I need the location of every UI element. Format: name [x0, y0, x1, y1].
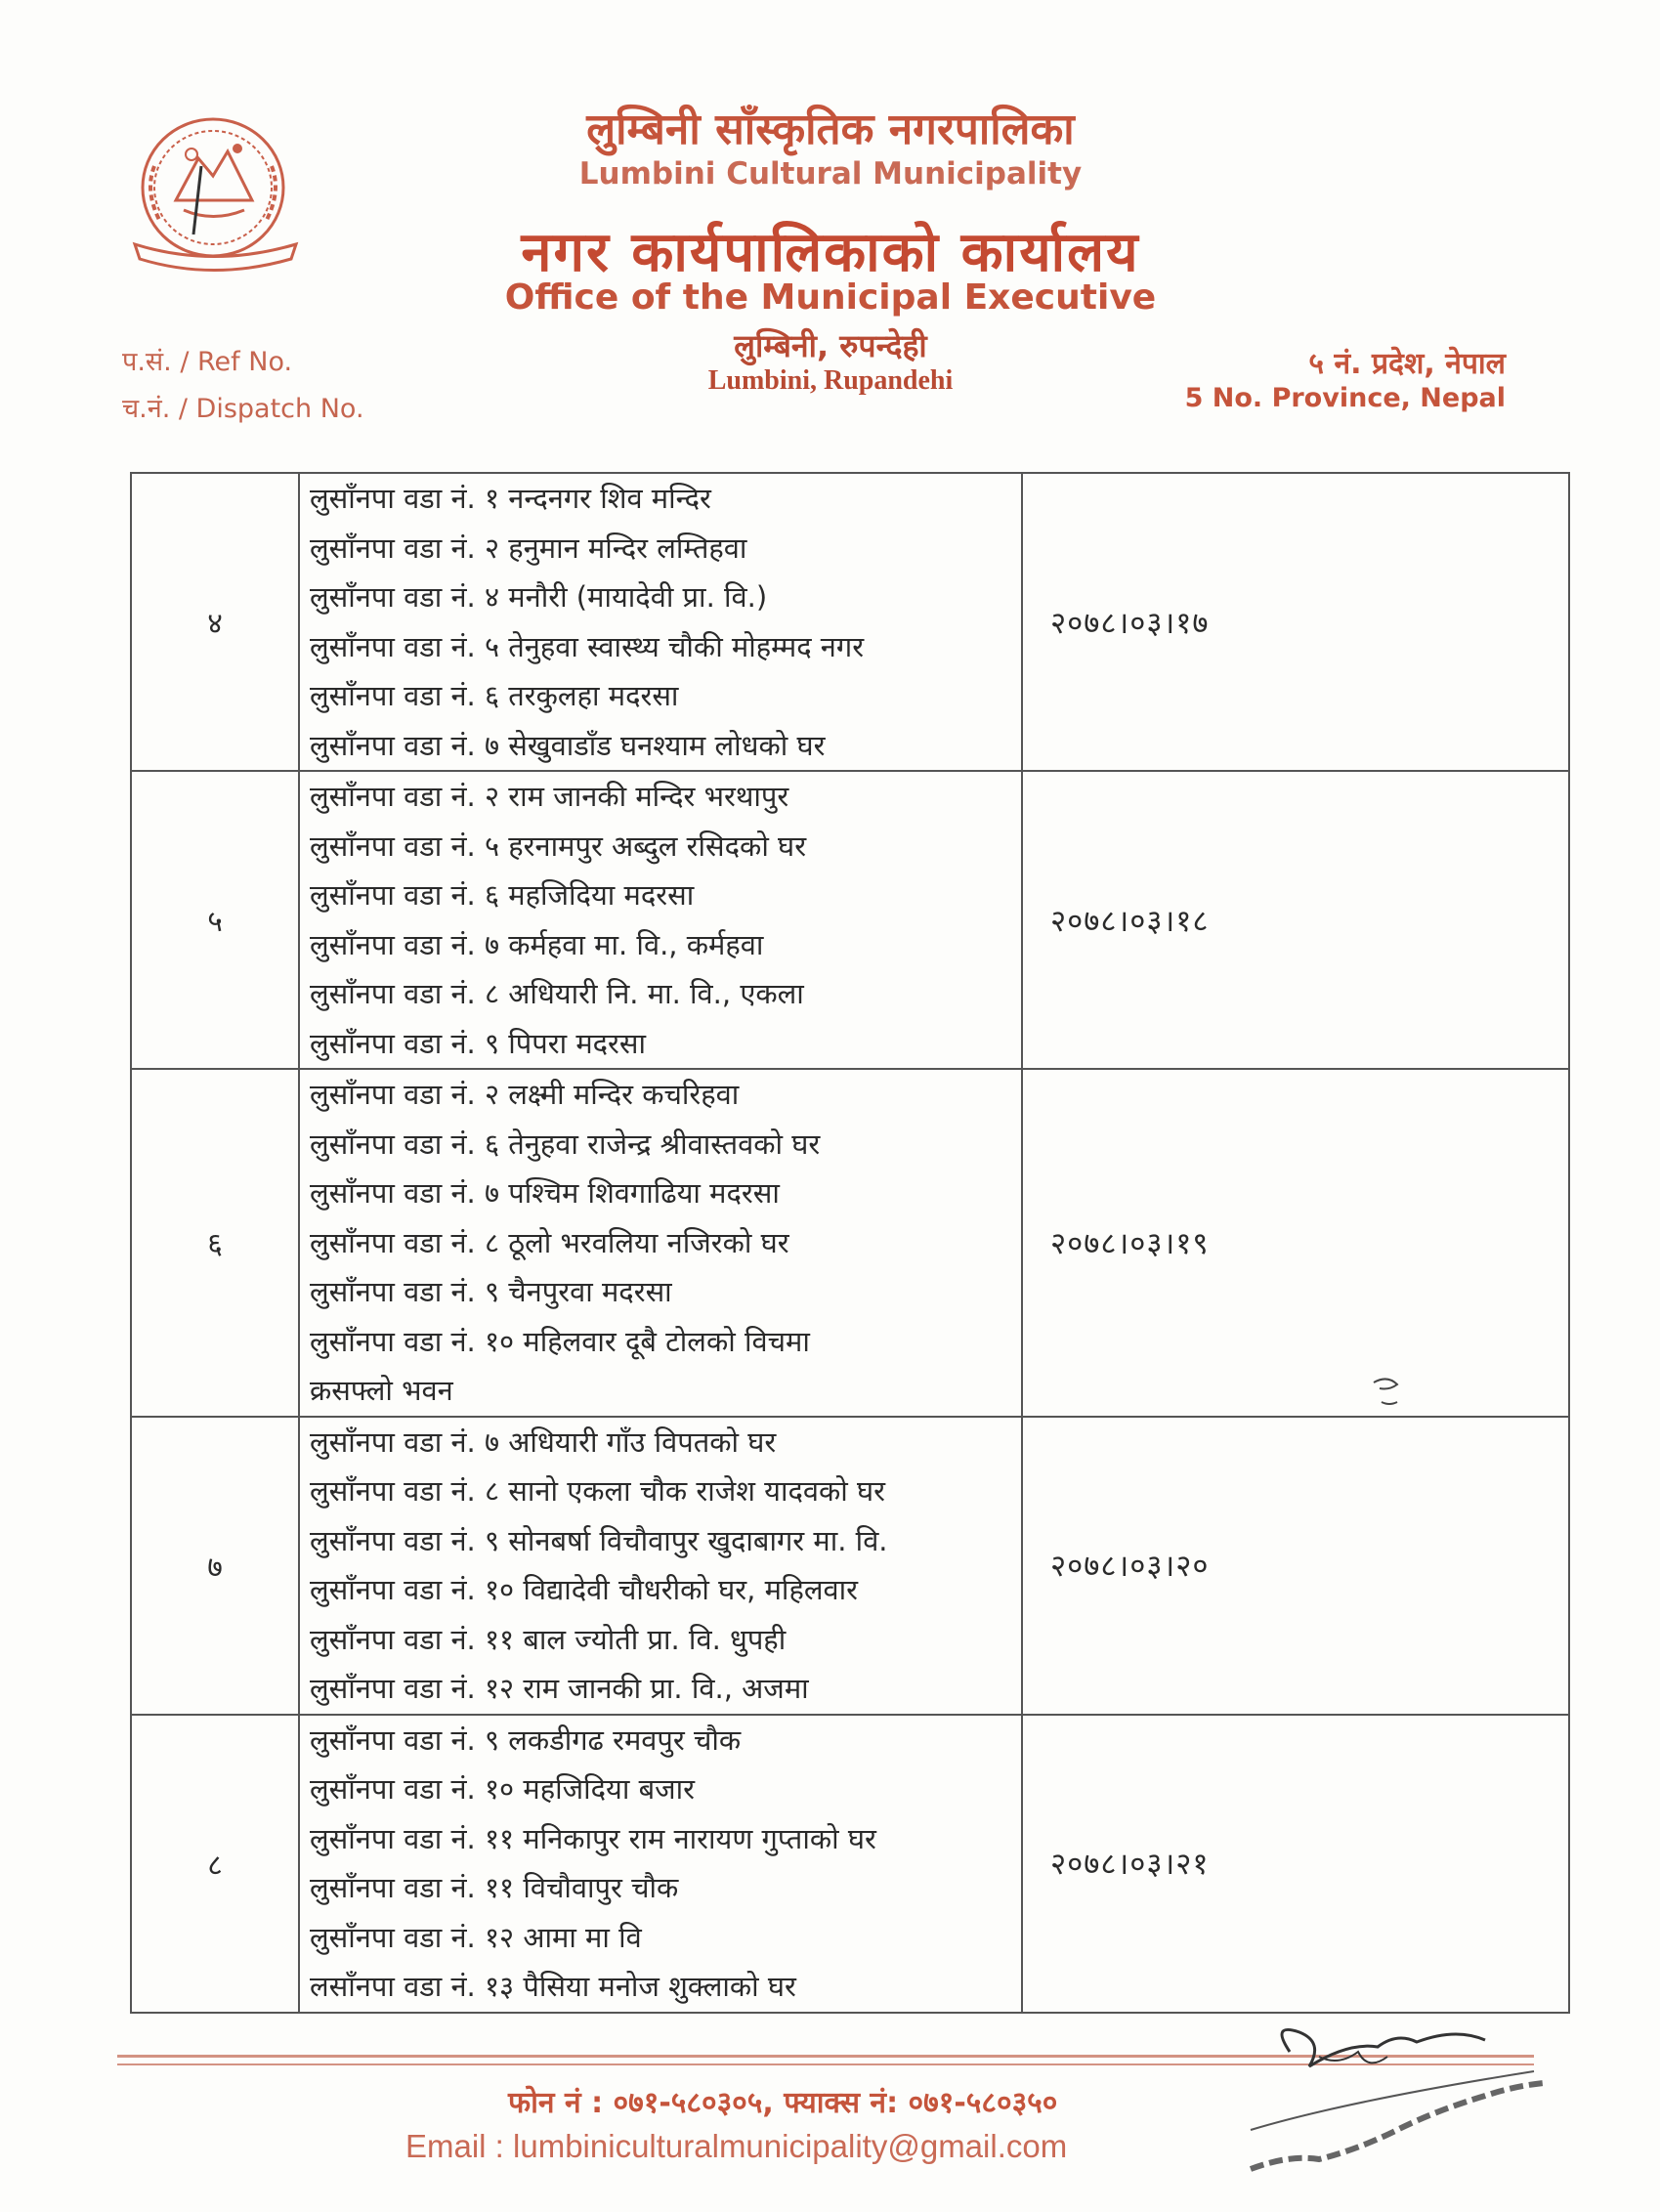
- municipality-name-en: Lumbini Cultural Municipality: [578, 156, 1083, 191]
- location-item: लुसाँनपा वडा नं. १२ राम जानकी प्रा. वि., अजमा: [310, 1672, 809, 1705]
- location-item: लुसाँनपा वडा नं. ४ मनौरी (मायादेवी प्रा. वि.): [310, 580, 768, 614]
- location-item: क्रसफ्लो भवन: [310, 1374, 453, 1407]
- locations-cell: [299, 1417, 1022, 1715]
- locations-cell: [299, 1715, 1022, 2013]
- ref-no-label: प.सं. / Ref No.: [122, 347, 293, 377]
- schedule-table: [130, 472, 1570, 2014]
- location-item: लुसाँनपा वडा नं. ९ सोनबर्षा विचौवापुर खुदाबागर मा. वि.: [310, 1523, 888, 1557]
- row-number: ४: [131, 473, 299, 771]
- date-cell: २०७८।०३।१७: [1022, 473, 1569, 771]
- location-item: लुसाँनपा वडा नं. २ लक्ष्मी मन्दिर कचरिहवा: [310, 1078, 740, 1111]
- location-item: लुसाँनपा वडा नं. ५ हरनामपुर अब्दुल रसिदको घर: [310, 829, 807, 863]
- footer-phone: फोन नं : ०७१-५८०३०५, फ्याक्स नं: ०७१-५८०३५०: [508, 2086, 1058, 2120]
- date-cell: २०७८।०३।१८: [1022, 771, 1569, 1069]
- table-row: [131, 1417, 1569, 1715]
- location-item: लुसाँनपा वडा नं. २ राम जानकी मन्दिर भरथापुर: [310, 780, 789, 813]
- location-item: लुसाँनपा वडा नं. ११ विचौवापुर चौक: [310, 1871, 679, 1904]
- location-item: लुसाँनपा वडा नं. ६ तेनुहवा राजेन्द्र श्रीवास्तवको घर: [310, 1127, 821, 1161]
- footer-email: Email : lumbiniculturalmunicipality@gmail.com: [405, 2128, 1068, 2164]
- location-item: लुसाँनपा वडा नं. ९ पिपरा मदरसा: [310, 1026, 647, 1060]
- row-number: ६: [131, 1069, 299, 1417]
- location-item: लुसाँनपा वडा नं. ८ अधियारी नि. मा. वि., एकला: [310, 977, 804, 1010]
- table-row: [131, 1069, 1569, 1417]
- location-item: लुसाँनपा वडा नं. ७ सेखुवाडाँड घनश्याम लोधको घर: [310, 728, 826, 762]
- location-item: लुसाँनपा वडा नं. १२ आमा मा वि: [310, 1920, 642, 1954]
- location-item: लुसाँनपा वडा नं. ९ लकडीगढ रमवपुर चौक: [310, 1723, 742, 1757]
- location-item: लुसाँनपा वडा नं. ७ कर्महवा मा. वि., कर्महवा: [310, 927, 764, 961]
- location-item: लुसाँनपा वडा नं. ८ सानो एकला चौक राजेश यादवको घर: [310, 1474, 886, 1508]
- location-item: लुसाँनपा वडा नं. १० महजिदिया बजार: [310, 1772, 696, 1806]
- location-item: लुसाँनपा वडा नं. २ हनुमान मन्दिर लम्तिहवा: [310, 531, 747, 565]
- office-name-np: नगर कार्यपालिकाको कार्यालय: [521, 221, 1140, 284]
- municipality-name-np: लुम्बिनी साँस्कृतिक नगरपालिका: [586, 105, 1075, 154]
- location-item: लुसाँनपा वडा नं. ६ महजिदिया मदरसा: [310, 878, 695, 912]
- signature-stamp-icon: [1231, 2013, 1554, 2208]
- date-cell: २०७८।०३।२१: [1022, 1715, 1569, 2013]
- municipal-emblem-icon: [115, 98, 320, 283]
- province-np: ५ नं. प्रदेश, नेपाल: [1308, 347, 1506, 381]
- province-en: 5 No. Province, Nepal: [1184, 383, 1506, 413]
- locations-cell: [299, 771, 1022, 1069]
- row-number: ७: [131, 1417, 299, 1715]
- location-item: लुसाँनपा वडा नं. ८ ठूलो भरवलिया नजिरको घर: [310, 1225, 789, 1259]
- row-number: ८: [131, 1715, 299, 2013]
- location-item: लुसाँनपा वडा नं. १० महिलवार दूबै टोलको विचमा: [310, 1324, 810, 1358]
- dispatch-no-label: च.नं. / Dispatch No.: [122, 394, 364, 424]
- office-name-en: Office of the Municipal Executive: [504, 277, 1157, 318]
- location-item: लसाँनपा वडा नं. १३ पैसिया मनोज शुक्लाको घर: [310, 1970, 796, 2003]
- table-row: [131, 1715, 1569, 2013]
- pen-mark-icon: [1368, 1373, 1407, 1422]
- location-item: लुसाँनपा वडा नं. १ नन्दनगर शिव मन्दिर: [310, 482, 711, 515]
- date-cell: २०७८।०३।१९: [1022, 1069, 1569, 1417]
- location-item: लुसाँनपा वडा नं. ६ तरकुलहा मदरसा: [310, 679, 679, 712]
- location-item: लुसाँनपा वडा नं. ९ चैनपुरवा मदरसा: [310, 1275, 672, 1308]
- row-number: ५: [131, 771, 299, 1069]
- location-np: लुम्बिनी, रुपन्देही: [734, 327, 927, 364]
- location-item: लुसाँनपा वडा नं. ७ अधियारी गाँउ विपतको घर: [310, 1425, 777, 1459]
- locations-cell: [299, 473, 1022, 771]
- location-item: लुसाँनपा वडा नं. १० विद्यादेवी चौधरीको घर, महिलवार: [310, 1573, 859, 1606]
- table-row: [131, 771, 1569, 1069]
- location-item: लुसाँनपा वडा नं. ११ मनिकापुर राम नारायण गुप्ताको घर: [310, 1821, 876, 1855]
- location-item: लुसाँनपा वडा नं. ७ पश्चिम शिवगाढिया मदरसा: [310, 1176, 780, 1210]
- table-row: [131, 473, 1569, 771]
- location-en: Lumbini, Rupandehi: [707, 365, 954, 396]
- location-item: लुसाँनपा वडा नं. ५ तेनुहवा स्वास्थ्य चौकी मोहम्मद नगर: [310, 629, 865, 663]
- locations-cell: [299, 1069, 1022, 1417]
- date-cell: २०७८।०३।२०: [1022, 1417, 1569, 1715]
- location-item: लुसाँनपा वडा नं. ११ बाल ज्योती प्रा. वि. धुपही: [310, 1622, 787, 1656]
